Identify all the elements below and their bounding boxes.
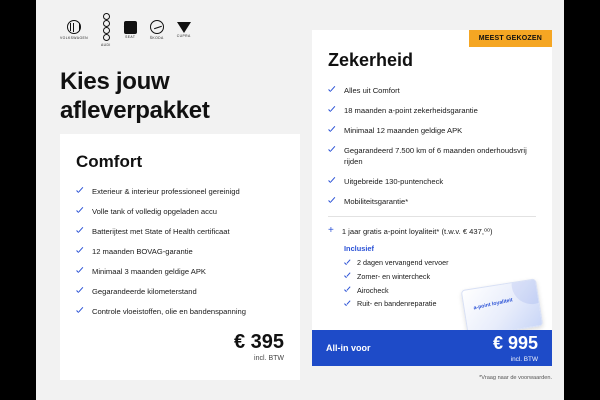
- list-item: [328, 85, 536, 96]
- check-icon: [328, 147, 336, 155]
- list-item: [344, 258, 536, 269]
- divider: [328, 216, 536, 217]
- skoda-logo-icon: [150, 20, 164, 34]
- check-icon: [328, 127, 336, 135]
- list-item: [76, 246, 284, 257]
- inclusief-block: [328, 244, 536, 330]
- brand-label-cupra: CUPRA: [176, 34, 191, 39]
- inclusief-text: Zomer- en wintercheck: [357, 271, 431, 281]
- comfort-price-block: [76, 326, 284, 362]
- vw-logo-icon: [67, 20, 81, 34]
- brand-volkswagen: [60, 20, 88, 40]
- brand-label-volkswagen: VOLKSWAGEN: [60, 35, 88, 40]
- check-icon: [76, 228, 84, 236]
- check-icon: [328, 107, 336, 115]
- feature-text: Batterijtest met State of Health certificaat: [92, 227, 230, 236]
- list-item: [76, 186, 284, 197]
- inclusief-label: Inclusief: [344, 244, 374, 253]
- allin-price-block: [493, 334, 538, 363]
- inclusief-text: Ruit- en bandenreparatie: [357, 299, 437, 309]
- check-icon: [344, 273, 351, 280]
- loyalty-highlight-row: [328, 227, 536, 236]
- feature-text: Controle vloeistoffen, olie en bandenspanning: [92, 307, 246, 316]
- list-item: [328, 145, 536, 167]
- check-icon: [328, 198, 336, 206]
- feature-text: 12 maanden BOVAG-garantie: [92, 247, 193, 256]
- check-icon: [344, 301, 351, 308]
- check-icon: [344, 260, 351, 267]
- check-icon: [76, 268, 84, 276]
- list-item: [328, 176, 536, 187]
- list-item: [328, 125, 536, 136]
- footnote: *Vraag naar de voorwaarden.: [479, 375, 552, 381]
- list-item: [328, 196, 536, 207]
- feature-text: Alles uit Comfort: [344, 86, 400, 95]
- plus-icon: +: [328, 225, 334, 236]
- seat-logo-icon: S: [124, 21, 137, 34]
- loyalty-text: 1 jaar gratis a-point loyaliteit* (t.w.v. € 437,⁰⁰): [341, 227, 493, 236]
- comfort-package-card[interactable]: [60, 134, 300, 380]
- feature-text: Mobiliteitsgarantie*: [344, 197, 409, 206]
- check-icon: [76, 308, 84, 316]
- brand-audi: [101, 13, 111, 47]
- feature-text: 18 maanden a-point zekerheidsgarantie: [344, 106, 478, 115]
- brand-label-skoda: ŠKODA: [149, 35, 164, 40]
- list-item: [328, 105, 536, 116]
- check-icon: [328, 87, 336, 95]
- right-panel: [300, 0, 564, 400]
- list-item: [76, 286, 284, 297]
- feature-text: Gegarandeerd 7.500 km of 6 maanden onderhoudsvrij rijden: [344, 146, 527, 166]
- comfort-title: Comfort: [76, 152, 143, 171]
- allin-label: All-in voor: [326, 343, 371, 353]
- page-title: Kies jouw afleverpakket: [60, 68, 210, 124]
- check-icon: [76, 208, 84, 216]
- check-icon: [76, 188, 84, 196]
- brand-skoda: [150, 20, 164, 40]
- list-item: [344, 272, 536, 283]
- inclusief-text: Airocheck: [357, 285, 389, 295]
- check-icon: [76, 248, 84, 256]
- check-icon: [328, 178, 336, 186]
- allin-price-note: incl. BTW: [510, 355, 538, 363]
- zekerheid-feature-list: [328, 85, 536, 207]
- brand-logo-bar: [36, 0, 300, 47]
- comfort-feature-list: [76, 186, 284, 317]
- left-panel: [36, 0, 300, 400]
- audi-logo-icon: [103, 13, 108, 41]
- feature-text: Minimaal 3 maanden geldige APK: [92, 267, 206, 276]
- list-item: [76, 226, 284, 237]
- feature-text: Volle tank of volledig opgeladen accu: [92, 207, 217, 216]
- brand-seat: [124, 21, 137, 40]
- status-badge: MEEST GEKOZEN: [469, 30, 552, 47]
- promo-canvas: [36, 0, 564, 400]
- comfort-price-note: incl. BTW: [254, 355, 284, 362]
- check-icon: [344, 287, 351, 294]
- zekerheid-package-card[interactable]: [312, 30, 552, 330]
- brand-label-audi: AUDI: [101, 42, 111, 47]
- comfort-price: € 395: [233, 331, 284, 353]
- loyalty-card-text: a-point loyaliteit: [473, 297, 514, 312]
- feature-text: Gegarandeerde kilometerstand: [92, 287, 197, 296]
- inclusief-text: 2 dagen vervangend vervoer: [357, 258, 449, 267]
- brand-label-seat: SEAT: [125, 35, 136, 40]
- list-item: [76, 306, 284, 317]
- loyalty-card-graphic: [461, 278, 544, 337]
- allin-price: € 995: [492, 332, 538, 353]
- zekerheid-title: Zekerheid: [328, 50, 414, 70]
- feature-text: Minimaal 12 maanden geldige APK: [344, 126, 463, 135]
- brand-cupra: [177, 22, 191, 39]
- feature-text: Uitgebreide 130-puntencheck: [344, 177, 444, 186]
- check-icon: [76, 288, 84, 296]
- feature-text: Exterieur & interieur professioneel gereinigd: [92, 187, 240, 196]
- list-item: [76, 206, 284, 217]
- allin-price-bar[interactable]: [312, 330, 552, 366]
- cupra-logo-icon: [177, 22, 191, 33]
- list-item: [76, 266, 284, 277]
